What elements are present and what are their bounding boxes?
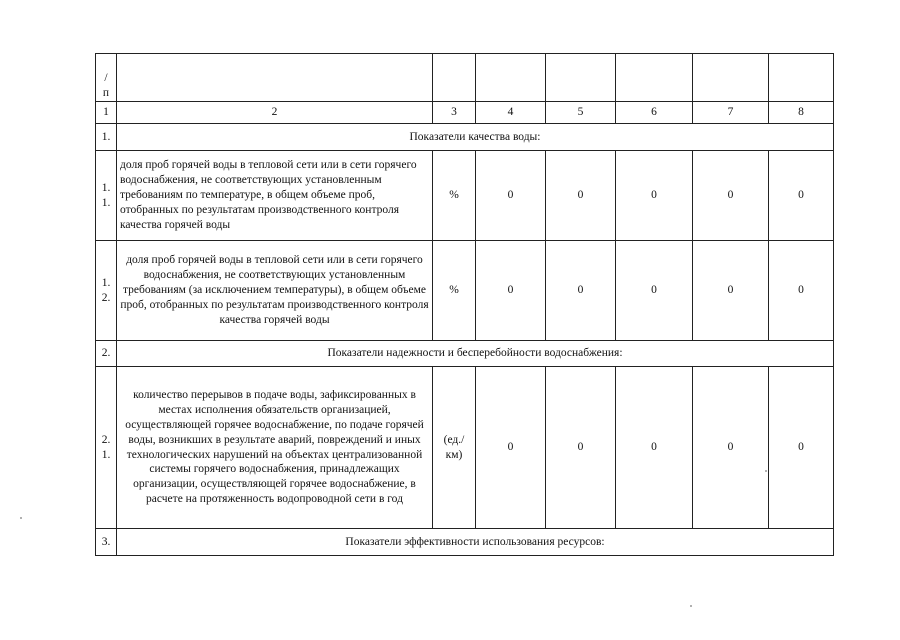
row-num-part: 2. [101,291,111,304]
row-value: 0 [769,151,834,241]
table-row [96,241,834,341]
row-num-part: 2. [101,433,111,446]
row-value: 0 [546,151,616,241]
row-num-part: 1. [101,196,111,209]
col-index-2: 2 [117,102,433,124]
row-num-part: 1. [101,276,111,289]
header-cell-3 [433,54,476,102]
scan-speck [765,470,767,472]
col-index-3: 3 [433,102,476,124]
section-num-1: 1. [96,124,117,151]
col-index-8: 8 [769,102,834,124]
indicators-table [95,53,834,556]
row-value: 0 [616,241,693,341]
section-row-3 [96,529,834,556]
section-num-3: 3. [96,529,117,556]
row-value: 0 [546,241,616,341]
row-desc-1-1: доля проб горячей воды в тепловой сети или в сети горячего водоснабжения, не соответствующих установленным требованиям по температуре, в общем объеме проб, отобранных по результатам производственного контроля качества горячей воды [117,151,433,241]
row-value: 0 [769,241,834,341]
col-index-1: 1 [96,102,117,124]
col-index-5: 5 [546,102,616,124]
row-value: 0 [476,241,546,341]
row-value: 0 [616,151,693,241]
row-value: 0 [616,367,693,529]
row-value: 0 [476,151,546,241]
row-num-1-2 [96,241,117,341]
row-unit-2-1: (ед./км) [433,367,476,529]
scan-speck [20,517,22,519]
section-title-2: Показатели надежности и бесперебойности водоснабжения: [117,341,834,367]
row-value: 0 [476,367,546,529]
column-index-row [96,102,834,124]
section-num-2: 2. [96,341,117,367]
header-cell-4 [476,54,546,102]
row-value: 0 [769,367,834,529]
header-num-top: / [104,72,108,85]
row-num-part: 1. [101,181,111,194]
row-desc-2-1: количество перерывов в подаче воды, зафиксированных в местах исполнения обязательств организацией, осуществляющей горячее водоснабжение, по подаче горячей воды, возникших в результате аварий, повреждений и иных технологических нарушений на объектах централизованной системы горячего водоснабжения, принадлежащих организации, осуществляющей горячее водоснабжение, в расчете на протяженность водопроводной сети в год [117,367,433,529]
row-value: 0 [693,241,769,341]
row-value: 0 [693,367,769,529]
header-num-bottom: п [102,87,110,100]
col-index-7: 7 [693,102,769,124]
section-title-1: Показатели качества воды: [117,124,834,151]
header-cell-8 [769,54,834,102]
row-unit-1-2: % [433,241,476,341]
row-num-1-1 [96,151,117,241]
header-cell-6 [616,54,693,102]
header-cell-2 [117,54,433,102]
section-title-3: Показатели эффективности использования ресурсов: [117,529,834,556]
row-num-part: 1. [101,448,111,461]
header-cell-7 [693,54,769,102]
row-desc-1-2: доля проб горячей воды в тепловой сети или в сети горячего водоснабжения, не соответствующих установленным требованиям (за исключением температуры), в общем объеме проб, отобранных по результатам производственного контроля качества горячей воды [117,241,433,341]
header-num-cell [96,54,117,102]
row-unit-1-1: % [433,151,476,241]
scan-speck [690,605,692,607]
row-num-2-1 [96,367,117,529]
table-row [96,151,834,241]
section-row-1 [96,124,834,151]
col-index-4: 4 [476,102,546,124]
section-row-2 [96,341,834,367]
row-value: 0 [546,367,616,529]
header-cell-5 [546,54,616,102]
header-row [96,54,834,102]
table-row [96,367,834,529]
col-index-6: 6 [616,102,693,124]
row-value: 0 [693,151,769,241]
